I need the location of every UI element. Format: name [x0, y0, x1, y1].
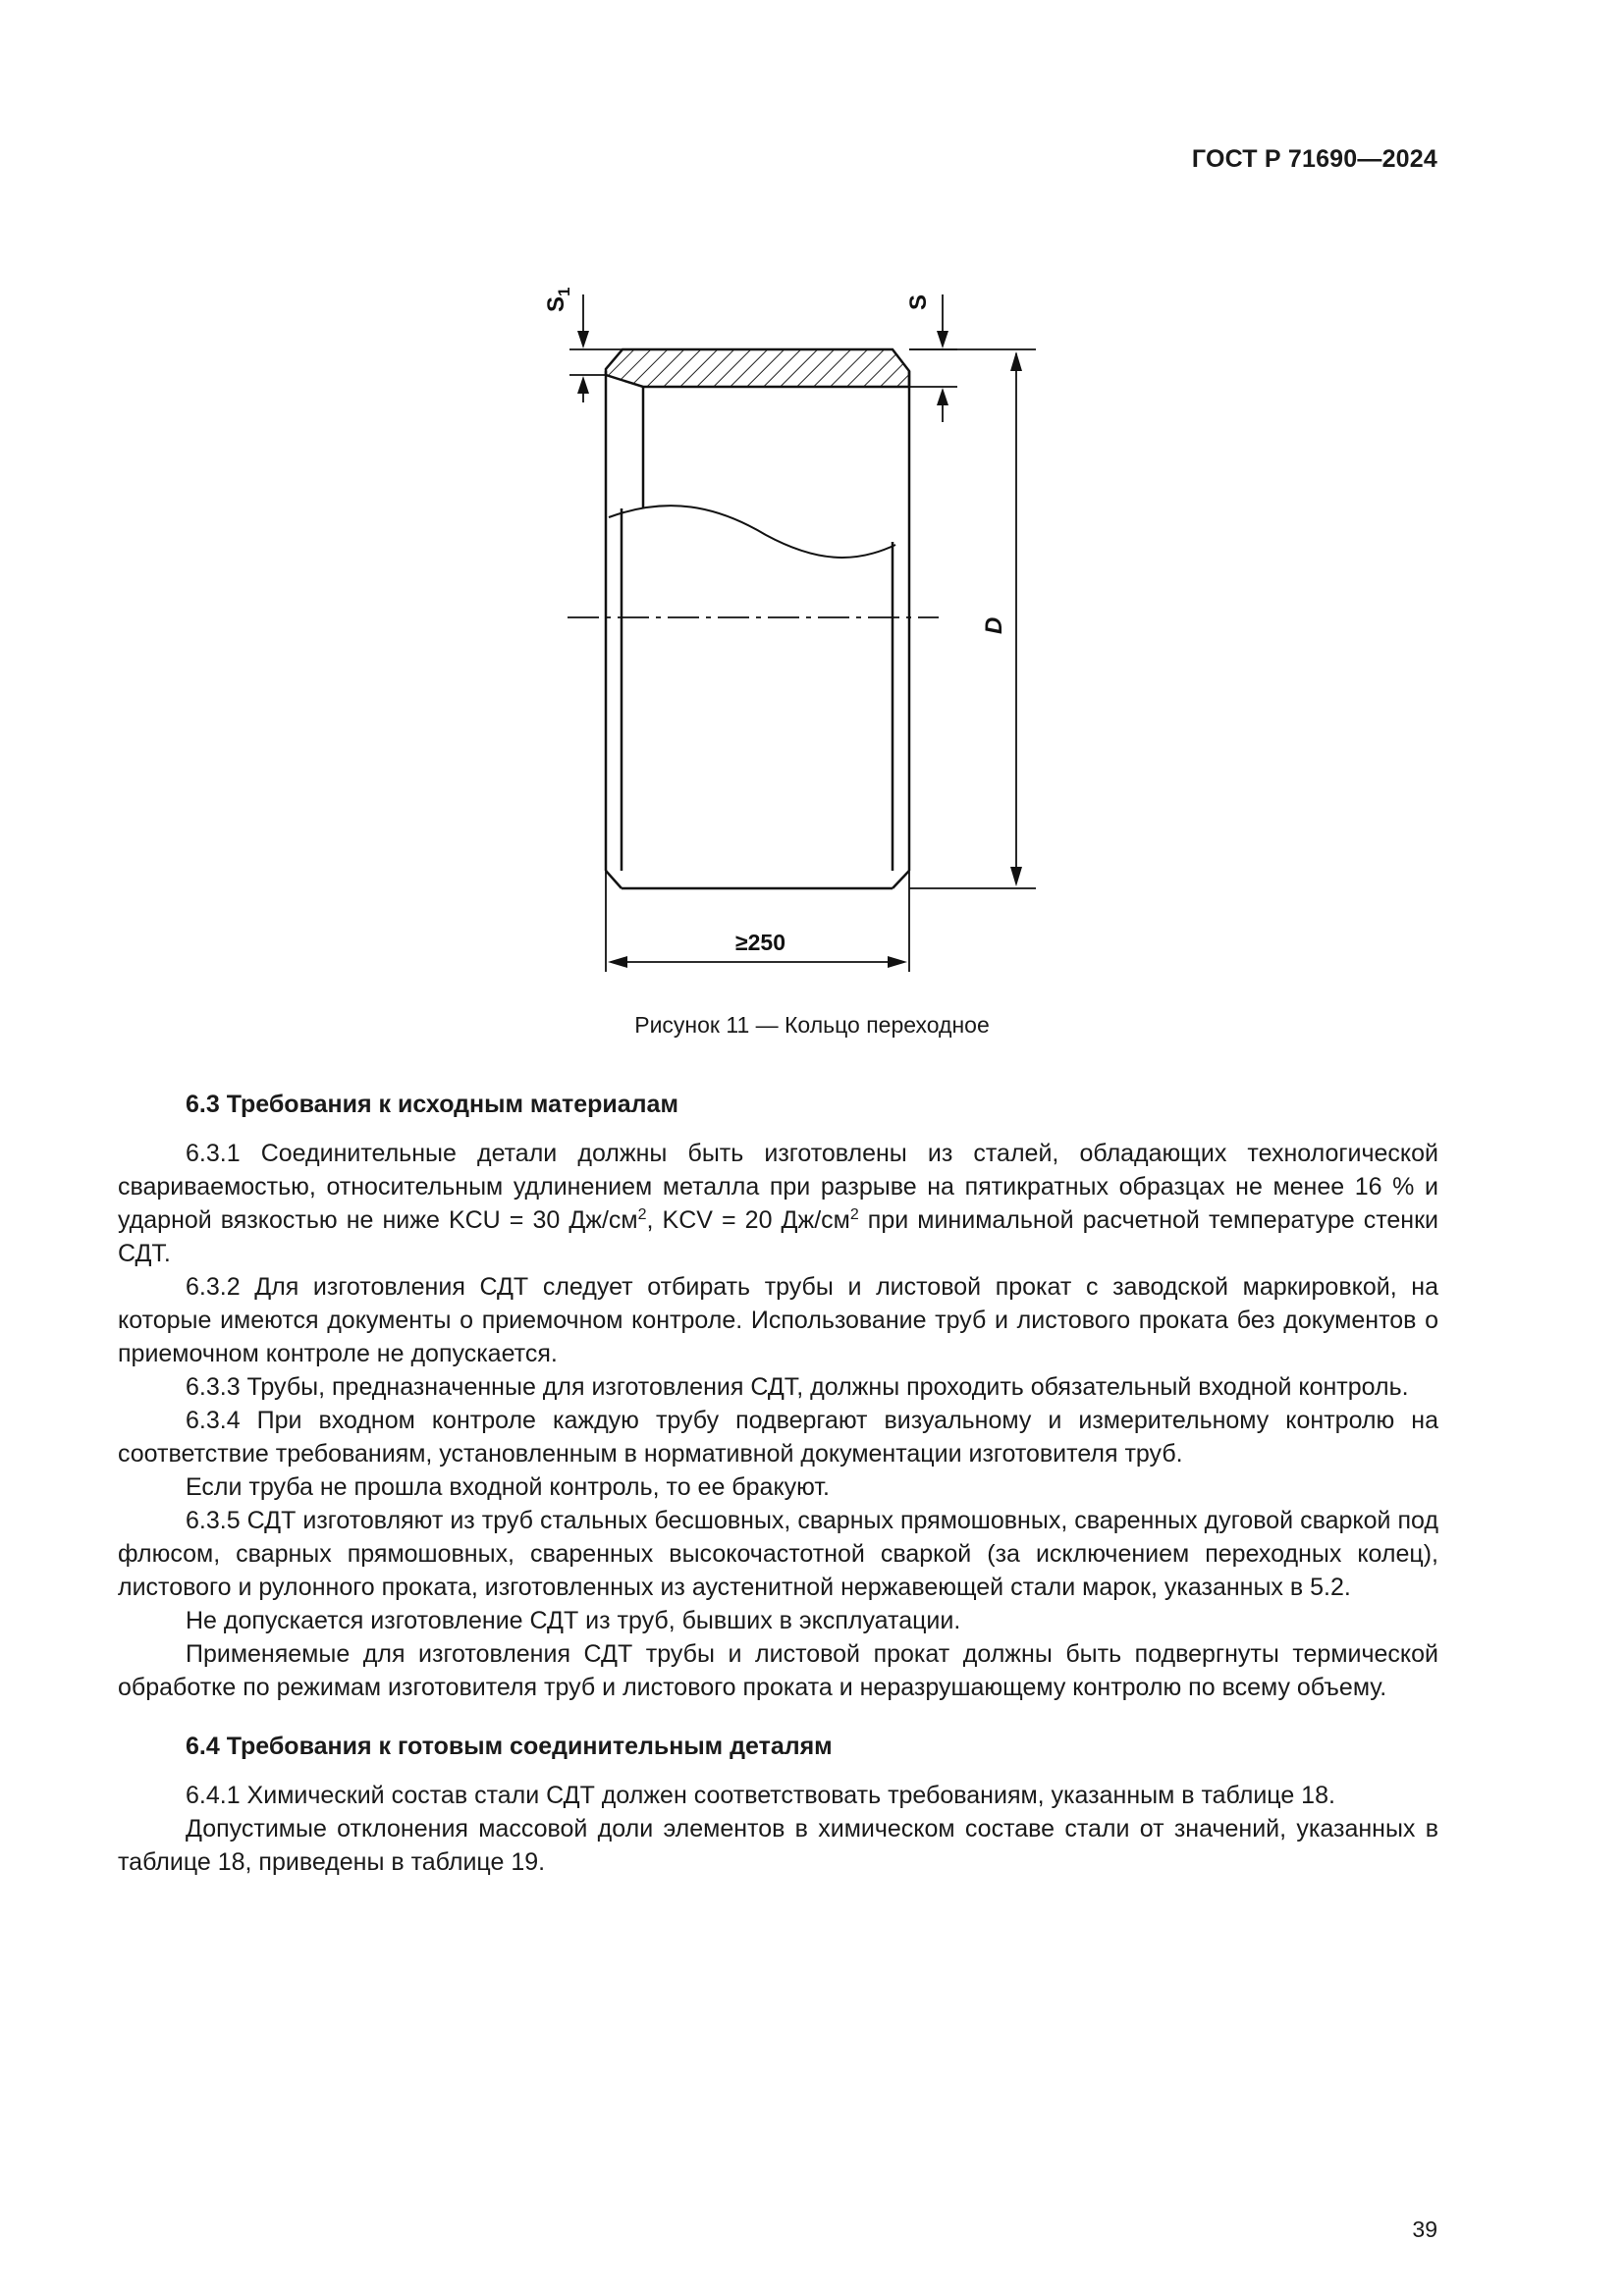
paragraph-6-3-5-used-pipes: Не допускается изготовление СДТ из труб, бывших в эксплуатации.: [186, 1607, 961, 1634]
label-s: S: [905, 294, 932, 310]
section-heading-6-4: 6.4 Требования к готовым соединительным деталям: [186, 1733, 833, 1760]
paragraph-6-4-1: 6.4.1 Химический состав стали СДТ должен соответствовать требованиям, указанным в таблице 18.: [186, 1782, 1335, 1809]
paragraph-6-3-2: 6.3.2 Для изготовления СДТ следует отбирать трубы и листовой прокат с заводской маркировкой, на которые имеются документы о приемочном контроле. Использование труб и листового проката без документов о приемочном контроле не допускается.: [118, 1273, 1438, 1367]
wall-section-hatch: [606, 349, 909, 387]
width-arrow-left: [608, 956, 627, 968]
paragraph-6-3-4: 6.3.4 При входном контроле каждую трубу подвергают визуальному и измерительному контролю на соответствие требованиям, установленным в нормативной документации изготовителя труб.: [118, 1407, 1438, 1468]
dimension-d: [909, 349, 1036, 888]
figure-caption: Рисунок 11 — Кольцо переходное: [634, 1012, 990, 1038]
dimension-s1: [569, 294, 623, 402]
section-heading-6-3: 6.3 Требования к исходным материалам: [186, 1091, 678, 1118]
paragraph-6-3-1: 6.3.1 Соединительные детали должны быть изготовлены из сталей, обладающих технологической свариваемостью, относительным удлинением металла при разрыве на пятикратных образцах не менее 16 % и ударной вязкостью не ниже KCU = 30 $Дж/см^2$, KCV = 20 $Дж/см^2$ при минимальной расчетной температуре стенки СДТ.: [118, 1140, 1439, 1267]
s-arrow-bottom: [937, 388, 948, 405]
page-number: 39: [1412, 2216, 1437, 2242]
dimension-width: [606, 871, 909, 972]
transition-ring-drawing: [0, 0, 1624, 1001]
paragraph-6-3-3: 6.3.3 Трубы, предназначенные для изготовления СДТ, должны проходить обязательный входной контроль.: [186, 1373, 1409, 1401]
ring-outline: [606, 371, 909, 888]
label-width: ≥250: [735, 930, 785, 955]
paragraph-6-3-5-heat-treatment: Применяемые для изготовления СДТ трубы и листовой прокат должны быть подвергнуты термической обработке по режимам изготовителя труб и листового проката и неразрушающему контролю по всему объему.: [118, 1640, 1438, 1701]
d-arrow-bottom: [1010, 867, 1022, 886]
document-body: [118, 1088, 1438, 1879]
paragraph-6-3-4-reject: Если труба не прошла входной контроль, то ее бракуют.: [186, 1473, 830, 1501]
s1-arrow-bottom: [577, 376, 589, 394]
width-arrow-right: [888, 956, 907, 968]
s1-arrow-top: [577, 331, 589, 348]
label-s1: $S_1$: [543, 287, 573, 312]
paragraph-6-3-5: 6.3.5 СДТ изготовляют из труб стальных бесшовных, сварных прямошовных, сваренных дуговой сваркой под флюсом, сварных прямошовных, сваренных высокочастотной сваркой (за исключением переходных колец), листового и рулонного проката, изготовленных из аустенитной нержавеющей стали марок, указанных в 5.2.: [118, 1507, 1438, 1601]
paragraph-6-4-1-deviations: Допустимые отклонения массовой доли элементов в химическом составе стали от значений, указанных в таблице 18, приведены в таблице 19.: [118, 1815, 1438, 1876]
s-arrow-top: [937, 331, 948, 348]
document-code: ГОСТ Р 71690—2024: [1191, 145, 1437, 173]
label-d: D: [981, 616, 1007, 634]
break-line: [609, 506, 895, 558]
dimension-s: [909, 294, 957, 422]
d-arrow-top: [1010, 351, 1022, 371]
